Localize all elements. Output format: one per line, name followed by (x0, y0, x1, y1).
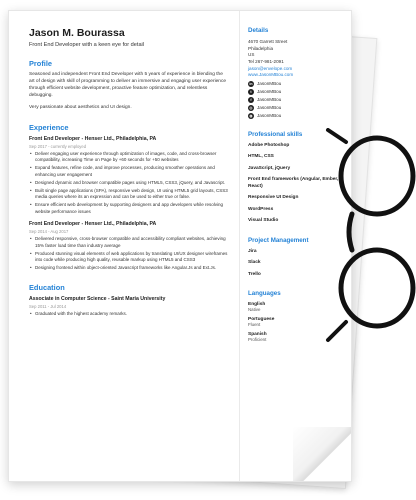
social-handle: JasonMBou (257, 89, 282, 95)
pm-tool-item: Jira (248, 248, 257, 254)
job-bullet: • Designed dynamic and browser compatible pages using HTML5, CSS3, jQuery, and Javascript. (35, 180, 229, 187)
country-line: US (248, 52, 255, 58)
phone-line: Tel 267-981-2091 (248, 58, 284, 64)
language-name: Spanish (248, 332, 267, 338)
social-handle: JasonMBou (257, 113, 282, 119)
language-level: Native (248, 307, 261, 313)
degree-title: Associate in Computer Science - Saint Maria University (29, 295, 166, 302)
job-bullet: • Built single page applications (SPA), responsive web design, UI using HTML5 grid layouts, CSS3 media queries where its an expression and can be used to either true or false. (35, 188, 229, 201)
details-heading: Details (248, 27, 269, 34)
language-name: Portuguese (248, 317, 275, 323)
experience-heading: Experience (29, 122, 69, 132)
skill-item: Front End frameworks (Angular, Ember, React) (248, 177, 339, 189)
job-entry (29, 136, 229, 216)
glasses-bridge (349, 214, 352, 250)
glasses-temple-bottom (328, 322, 346, 340)
job-bullet: • Delivered responsive, cross-browser compatible and accessibility compliant websites, achieving 15% faster load time than industry average (35, 236, 229, 249)
education-bullets (29, 311, 229, 318)
job-bullets (29, 236, 229, 272)
job-title: Front End Developer - Henser Ltd., Philadelphia, PA (29, 135, 157, 142)
pm-tool-item: Trello (248, 271, 261, 277)
email-link[interactable]: jason@envelope.com (248, 65, 293, 71)
eyeglasses-image (322, 128, 416, 354)
job-bullet: • Expand features, refine code, and improve processes, producing smoother operations and enhancing user engagement (35, 165, 229, 178)
project-management-heading: Project Management (248, 236, 309, 244)
social-facebook[interactable] (248, 97, 351, 103)
job-date: Sep 2017 - currently employed (29, 143, 87, 149)
job-bullets (29, 151, 229, 216)
website-link[interactable]: www.JasonMBou.com (248, 72, 294, 78)
job-bullet: • Designing frontend within object-oriented Javascript frameworks like Angular.Js and Ext.Js. (35, 265, 229, 272)
skill-item: Visual Studio (248, 218, 279, 224)
candidate-name: Jason M. Bourassa (29, 27, 125, 39)
education-bullet: • Graduated with the highest academy remarks. (35, 311, 229, 318)
website-icon: ◍ (249, 113, 253, 118)
skill-item: JavaScript, jQuery (248, 165, 291, 171)
twitter-icon: t (248, 89, 254, 95)
profile-heading: Profile (29, 59, 52, 68)
address-line: 4670 Garrett Street (248, 39, 288, 44)
language-level: Fluent (248, 322, 261, 328)
job-bullet: • Produced stunning visual elements of web applications by translating UI/UX designer wireframes into code while producing high quality, reusable markup using HTML5 and CSS3 (35, 251, 229, 264)
education-date: Sep 2011 - Jul 2014 (29, 303, 67, 309)
social-list (248, 81, 351, 119)
language-level: Proficient (248, 337, 267, 343)
skill-item: Responsive UI Design (248, 195, 299, 201)
language-name: English (248, 302, 266, 308)
education-heading: Education (29, 282, 65, 292)
social-linkedin[interactable] (248, 81, 351, 87)
social-handle: JasonMBou (257, 97, 282, 103)
languages-heading: Languages (248, 290, 281, 298)
job-bullet: • Ensure efficient web development by supporting designers and app developers while resolving website performance issues (35, 202, 229, 215)
pm-tool-item: Slack (248, 260, 261, 266)
instagram-icon: ◎ (249, 105, 253, 110)
page-curl (293, 427, 352, 482)
social-handle: JasonMBou (257, 105, 282, 111)
skill-item: HTML, CSS (248, 154, 274, 160)
profile-paragraph: Seasoned and independent Front End Developer with 5 years of experience in blending the art of design with skill of programming to deliver an immersive and engaging user experience through efficient website development, proactive feature optimization, and relentless debugging. (29, 72, 227, 98)
social-twitter[interactable] (248, 89, 351, 95)
profile-paragraph: Very passionate about aesthetics and UI design. (29, 104, 132, 110)
job-date: Sep 2014 - Aug 2017 (29, 229, 69, 235)
candidate-subtitle: Front End Developer with a keen eye for detail (29, 42, 145, 48)
job-entry (29, 221, 229, 272)
facebook-icon: f (248, 97, 254, 103)
skill-item: WordPress (248, 206, 274, 212)
social-website[interactable] (248, 113, 351, 119)
social-handle: JasonMBou (257, 81, 282, 87)
skills-heading: Professional skills (248, 130, 303, 138)
social-instagram[interactable] (248, 105, 351, 111)
linkedin-icon: in (249, 81, 253, 86)
city-line: Philadelphia (248, 45, 274, 51)
resume-page (8, 10, 352, 482)
glasses-temple-top (328, 130, 346, 142)
job-bullet: • Deliver engaging user experience through optimization of images, code, and cross-browser compatibility, increasing Time on Page by +60 seconds for +50 websites (35, 151, 229, 164)
skill-item: Adobe Photoshop (248, 142, 290, 148)
job-title: Front End Developer - Henser Ltd., Philadelphia, PA (29, 221, 157, 228)
main-column (29, 27, 229, 319)
